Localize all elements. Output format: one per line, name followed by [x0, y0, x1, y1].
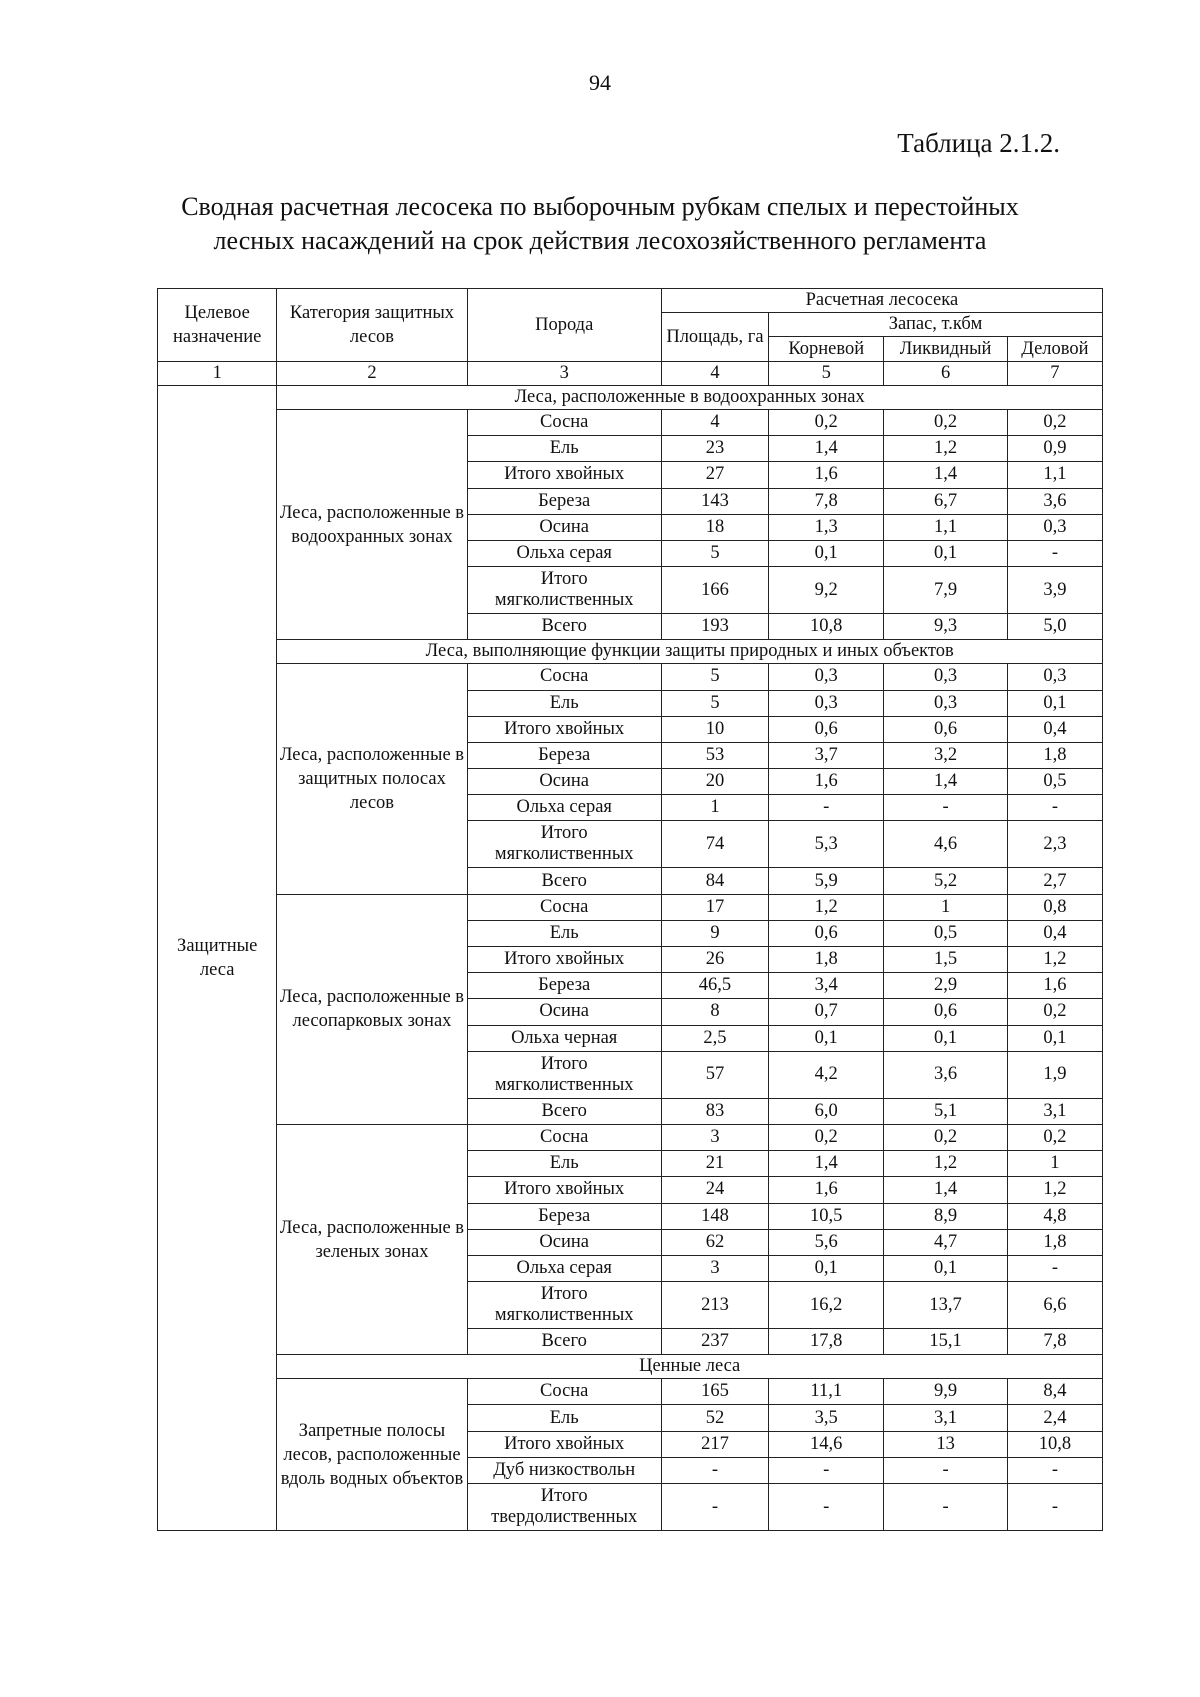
business-stock-cell: 1,9 [1007, 1051, 1102, 1098]
section-title: Ценные леса [277, 1355, 1103, 1379]
column-number: 7 [1007, 362, 1102, 386]
business-stock-cell: 8,4 [1007, 1379, 1102, 1405]
table-row [158, 894, 1103, 920]
column-number: 5 [769, 362, 884, 386]
root-stock-cell: 9,2 [769, 567, 884, 614]
liquid-stock-cell: 0,3 [884, 664, 1007, 690]
species-cell: Осина [467, 514, 661, 540]
header-purpose: Целевое назначение [158, 289, 277, 362]
category-cell: Леса, расположенные в водоохранных зонах [277, 410, 467, 640]
table-row [158, 1379, 1103, 1405]
business-stock-cell: 3,6 [1007, 488, 1102, 514]
liquid-stock-cell: 1,4 [884, 462, 1007, 488]
area-cell: 3 [661, 1255, 768, 1281]
root-stock-cell: 4,2 [769, 1051, 884, 1098]
species-cell: Итого мягколиственных [467, 567, 661, 614]
species-cell: Сосна [467, 1379, 661, 1405]
area-cell: 8 [661, 999, 768, 1025]
category-cell: Леса, расположенные в защитных полосах лесов [277, 664, 467, 894]
column-number-row [158, 362, 1103, 386]
category-cell: Леса, расположенные в зеленых зонах [277, 1124, 467, 1354]
area-cell: 237 [661, 1329, 768, 1355]
species-cell: Итого хвойных [467, 716, 661, 742]
business-stock-cell: 1,6 [1007, 973, 1102, 999]
area-cell: 62 [661, 1229, 768, 1255]
species-cell: Ель [467, 436, 661, 462]
species-cell: Итого хвойных [467, 947, 661, 973]
species-cell: Осина [467, 1229, 661, 1255]
root-stock-cell: 1,6 [769, 1177, 884, 1203]
root-stock-cell: 10,5 [769, 1203, 884, 1229]
area-cell: 53 [661, 742, 768, 768]
business-stock-cell: 1,2 [1007, 1177, 1102, 1203]
species-cell: Всего [467, 868, 661, 894]
liquid-stock-cell: - [884, 795, 1007, 821]
liquid-stock-cell: 2,9 [884, 973, 1007, 999]
area-cell: 217 [661, 1431, 768, 1457]
page-number: 94 [589, 70, 611, 95]
liquid-stock-cell: 0,1 [884, 540, 1007, 566]
header-stock: Запас, т.кбм [769, 313, 1103, 337]
area-cell: 10 [661, 716, 768, 742]
root-stock-cell: 0,1 [769, 540, 884, 566]
area-cell: 52 [661, 1405, 768, 1431]
area-cell: 3 [661, 1124, 768, 1150]
liquid-stock-cell: 13 [884, 1431, 1007, 1457]
root-stock-cell: 0,2 [769, 410, 884, 436]
business-stock-cell: 0,9 [1007, 436, 1102, 462]
root-stock-cell: 0,3 [769, 690, 884, 716]
header-species: Порода [467, 289, 661, 362]
liquid-stock-cell: 1,2 [884, 1151, 1007, 1177]
root-stock-cell: 0,1 [769, 1255, 884, 1281]
business-stock-cell: 0,2 [1007, 410, 1102, 436]
liquid-stock-cell: 0,1 [884, 1255, 1007, 1281]
area-cell: 166 [661, 567, 768, 614]
table-title-line-2: лесных насаждений на срок действия лесохозяйственного регламента [213, 226, 987, 255]
liquid-stock-cell: 0,1 [884, 1025, 1007, 1051]
header-area: Площадь, га [661, 313, 768, 362]
area-cell: 148 [661, 1203, 768, 1229]
header-category: Категория защитных лесов [277, 289, 467, 362]
root-stock-cell: 3,4 [769, 973, 884, 999]
category-cell: Запретные полосы лесов, расположенные вдоль водных объектов [277, 1379, 467, 1531]
business-stock-cell: 0,4 [1007, 716, 1102, 742]
liquid-stock-cell: - [884, 1484, 1007, 1531]
area-cell: 46,5 [661, 973, 768, 999]
business-stock-cell: 0,2 [1007, 999, 1102, 1025]
root-stock-cell: - [769, 1484, 884, 1531]
business-stock-cell: 0,4 [1007, 920, 1102, 946]
liquid-stock-cell: 15,1 [884, 1329, 1007, 1355]
root-stock-cell: 7,8 [769, 488, 884, 514]
column-number: 1 [158, 362, 277, 386]
business-stock-cell: 1,1 [1007, 462, 1102, 488]
root-stock-cell: 0,6 [769, 920, 884, 946]
business-stock-cell: 0,5 [1007, 769, 1102, 795]
area-cell: 4 [661, 410, 768, 436]
area-cell: 165 [661, 1379, 768, 1405]
root-stock-cell: 1,3 [769, 514, 884, 540]
area-cell: 213 [661, 1282, 768, 1329]
species-cell: Сосна [467, 410, 661, 436]
root-stock-cell: 0,3 [769, 664, 884, 690]
species-cell: Береза [467, 488, 661, 514]
species-cell: Ольха черная [467, 1025, 661, 1051]
species-cell: Осина [467, 769, 661, 795]
business-stock-cell: 1,8 [1007, 1229, 1102, 1255]
liquid-stock-cell: 3,2 [884, 742, 1007, 768]
business-stock-cell: 2,3 [1007, 821, 1102, 868]
business-stock-cell: 6,6 [1007, 1282, 1102, 1329]
purpose-cell: Защитные леса [158, 386, 277, 1531]
area-cell: - [661, 1457, 768, 1483]
root-stock-cell: 1,2 [769, 894, 884, 920]
species-cell: Ольха серая [467, 540, 661, 566]
species-cell: Всего [467, 1098, 661, 1124]
species-cell: Береза [467, 1203, 661, 1229]
species-cell: Ель [467, 1151, 661, 1177]
area-cell: 5 [661, 540, 768, 566]
area-cell: 193 [661, 614, 768, 640]
area-cell: 18 [661, 514, 768, 540]
business-stock-cell: 3,1 [1007, 1098, 1102, 1124]
category-cell: Леса, расположенные в лесопарковых зонах [277, 894, 467, 1124]
liquid-stock-cell: 8,9 [884, 1203, 1007, 1229]
species-cell: Ель [467, 1405, 661, 1431]
root-stock-cell: 5,9 [769, 868, 884, 894]
liquid-stock-cell: 3,1 [884, 1405, 1007, 1431]
species-cell: Сосна [467, 664, 661, 690]
business-stock-cell: 7,8 [1007, 1329, 1102, 1355]
root-stock-cell: 14,6 [769, 1431, 884, 1457]
root-stock-cell: - [769, 1457, 884, 1483]
species-cell: Итого твердолиственных [467, 1484, 661, 1531]
root-stock-cell: 6,0 [769, 1098, 884, 1124]
area-cell: 143 [661, 488, 768, 514]
header-business: Деловой [1007, 337, 1102, 362]
area-cell: 21 [661, 1151, 768, 1177]
business-stock-cell: 10,8 [1007, 1431, 1102, 1457]
root-stock-cell: 1,6 [769, 769, 884, 795]
species-cell: Итого хвойных [467, 1431, 661, 1457]
header-calculated-cutting: Расчетная лесосека [661, 289, 1102, 313]
root-stock-cell: - [769, 795, 884, 821]
root-stock-cell: 1,6 [769, 462, 884, 488]
header-liquid: Ликвидный [884, 337, 1007, 362]
area-cell: 83 [661, 1098, 768, 1124]
liquid-stock-cell: 5,1 [884, 1098, 1007, 1124]
business-stock-cell: 2,7 [1007, 868, 1102, 894]
root-stock-cell: 0,6 [769, 716, 884, 742]
root-stock-cell: 0,1 [769, 1025, 884, 1051]
root-stock-cell: 10,8 [769, 614, 884, 640]
business-stock-cell: - [1007, 1457, 1102, 1483]
species-cell: Сосна [467, 894, 661, 920]
liquid-stock-cell: - [884, 1457, 1007, 1483]
area-cell: 23 [661, 436, 768, 462]
column-number: 2 [277, 362, 467, 386]
species-cell: Итого мягколиственных [467, 821, 661, 868]
species-cell: Всего [467, 614, 661, 640]
table-title [100, 190, 1100, 258]
root-stock-cell: 17,8 [769, 1329, 884, 1355]
liquid-stock-cell: 4,6 [884, 821, 1007, 868]
area-cell: 24 [661, 1177, 768, 1203]
species-cell: Осина [467, 999, 661, 1025]
section-title: Леса, расположенные в водоохранных зонах [277, 386, 1103, 410]
root-stock-cell: 3,7 [769, 742, 884, 768]
root-stock-cell: 1,4 [769, 436, 884, 462]
liquid-stock-cell: 1,1 [884, 514, 1007, 540]
area-cell: 5 [661, 664, 768, 690]
area-cell: - [661, 1484, 768, 1531]
business-stock-cell: 0,2 [1007, 1124, 1102, 1150]
area-cell: 57 [661, 1051, 768, 1098]
section-row [158, 386, 1103, 410]
root-stock-cell: 11,1 [769, 1379, 884, 1405]
area-cell: 27 [661, 462, 768, 488]
species-cell: Итого мягколиственных [467, 1051, 661, 1098]
species-cell: Ель [467, 690, 661, 716]
liquid-stock-cell: 0,2 [884, 1124, 1007, 1150]
area-cell: 5 [661, 690, 768, 716]
species-cell: Итого хвойных [467, 1177, 661, 1203]
business-stock-cell: 0,8 [1007, 894, 1102, 920]
business-stock-cell: 1,8 [1007, 742, 1102, 768]
liquid-stock-cell: 0,6 [884, 999, 1007, 1025]
liquid-stock-cell: 1,4 [884, 769, 1007, 795]
table-title-line-1: Сводная расчетная лесосека по выборочным рубкам спелых и перестойных [181, 192, 1019, 221]
area-cell: 1 [661, 795, 768, 821]
species-cell: Итого мягколиственных [467, 1282, 661, 1329]
species-cell: Сосна [467, 1124, 661, 1150]
area-cell: 84 [661, 868, 768, 894]
root-stock-cell: 0,7 [769, 999, 884, 1025]
business-stock-cell: 5,0 [1007, 614, 1102, 640]
business-stock-cell: 0,1 [1007, 1025, 1102, 1051]
root-stock-cell: 1,8 [769, 947, 884, 973]
liquid-stock-cell: 0,3 [884, 690, 1007, 716]
column-number: 4 [661, 362, 768, 386]
area-cell: 2,5 [661, 1025, 768, 1051]
header-root: Корневой [769, 337, 884, 362]
table-row [158, 410, 1103, 436]
column-number: 3 [467, 362, 661, 386]
liquid-stock-cell: 7,9 [884, 567, 1007, 614]
liquid-stock-cell: 13,7 [884, 1282, 1007, 1329]
table-row [158, 664, 1103, 690]
species-cell: Дуб низкоствольн [467, 1457, 661, 1483]
summary-table [157, 288, 1103, 1531]
liquid-stock-cell: 5,2 [884, 868, 1007, 894]
business-stock-cell: - [1007, 795, 1102, 821]
liquid-stock-cell: 1,4 [884, 1177, 1007, 1203]
liquid-stock-cell: 0,6 [884, 716, 1007, 742]
root-stock-cell: 5,6 [769, 1229, 884, 1255]
area-cell: 26 [661, 947, 768, 973]
business-stock-cell: 1 [1007, 1151, 1102, 1177]
liquid-stock-cell: 3,6 [884, 1051, 1007, 1098]
species-cell: Береза [467, 973, 661, 999]
business-stock-cell: 3,9 [1007, 567, 1102, 614]
liquid-stock-cell: 1 [884, 894, 1007, 920]
species-cell: Итого хвойных [467, 462, 661, 488]
section-title: Леса, выполняющие функции защиты природных и иных объектов [277, 640, 1103, 664]
liquid-stock-cell: 6,7 [884, 488, 1007, 514]
area-cell: 20 [661, 769, 768, 795]
business-stock-cell: 0,3 [1007, 664, 1102, 690]
root-stock-cell: 1,4 [769, 1151, 884, 1177]
liquid-stock-cell: 9,3 [884, 614, 1007, 640]
section-row [158, 640, 1103, 664]
root-stock-cell: 16,2 [769, 1282, 884, 1329]
species-cell: Ель [467, 920, 661, 946]
root-stock-cell: 3,5 [769, 1405, 884, 1431]
species-cell: Ольха серая [467, 1255, 661, 1281]
liquid-stock-cell: 9,9 [884, 1379, 1007, 1405]
liquid-stock-cell: 0,5 [884, 920, 1007, 946]
liquid-stock-cell: 0,2 [884, 410, 1007, 436]
table-label: Таблица 2.1.2. [897, 128, 1060, 158]
business-stock-cell: - [1007, 1255, 1102, 1281]
business-stock-cell: 0,1 [1007, 690, 1102, 716]
species-cell: Всего [467, 1329, 661, 1355]
area-cell: 74 [661, 821, 768, 868]
business-stock-cell: 1,2 [1007, 947, 1102, 973]
business-stock-cell: - [1007, 540, 1102, 566]
business-stock-cell: 4,8 [1007, 1203, 1102, 1229]
species-cell: Береза [467, 742, 661, 768]
area-cell: 17 [661, 894, 768, 920]
section-row [158, 1355, 1103, 1379]
liquid-stock-cell: 1,2 [884, 436, 1007, 462]
column-number: 6 [884, 362, 1007, 386]
table-row [158, 1124, 1103, 1150]
business-stock-cell: 2,4 [1007, 1405, 1102, 1431]
root-stock-cell: 0,2 [769, 1124, 884, 1150]
liquid-stock-cell: 4,7 [884, 1229, 1007, 1255]
liquid-stock-cell: 1,5 [884, 947, 1007, 973]
business-stock-cell: - [1007, 1484, 1102, 1531]
area-cell: 9 [661, 920, 768, 946]
business-stock-cell: 0,3 [1007, 514, 1102, 540]
species-cell: Ольха серая [467, 795, 661, 821]
root-stock-cell: 5,3 [769, 821, 884, 868]
